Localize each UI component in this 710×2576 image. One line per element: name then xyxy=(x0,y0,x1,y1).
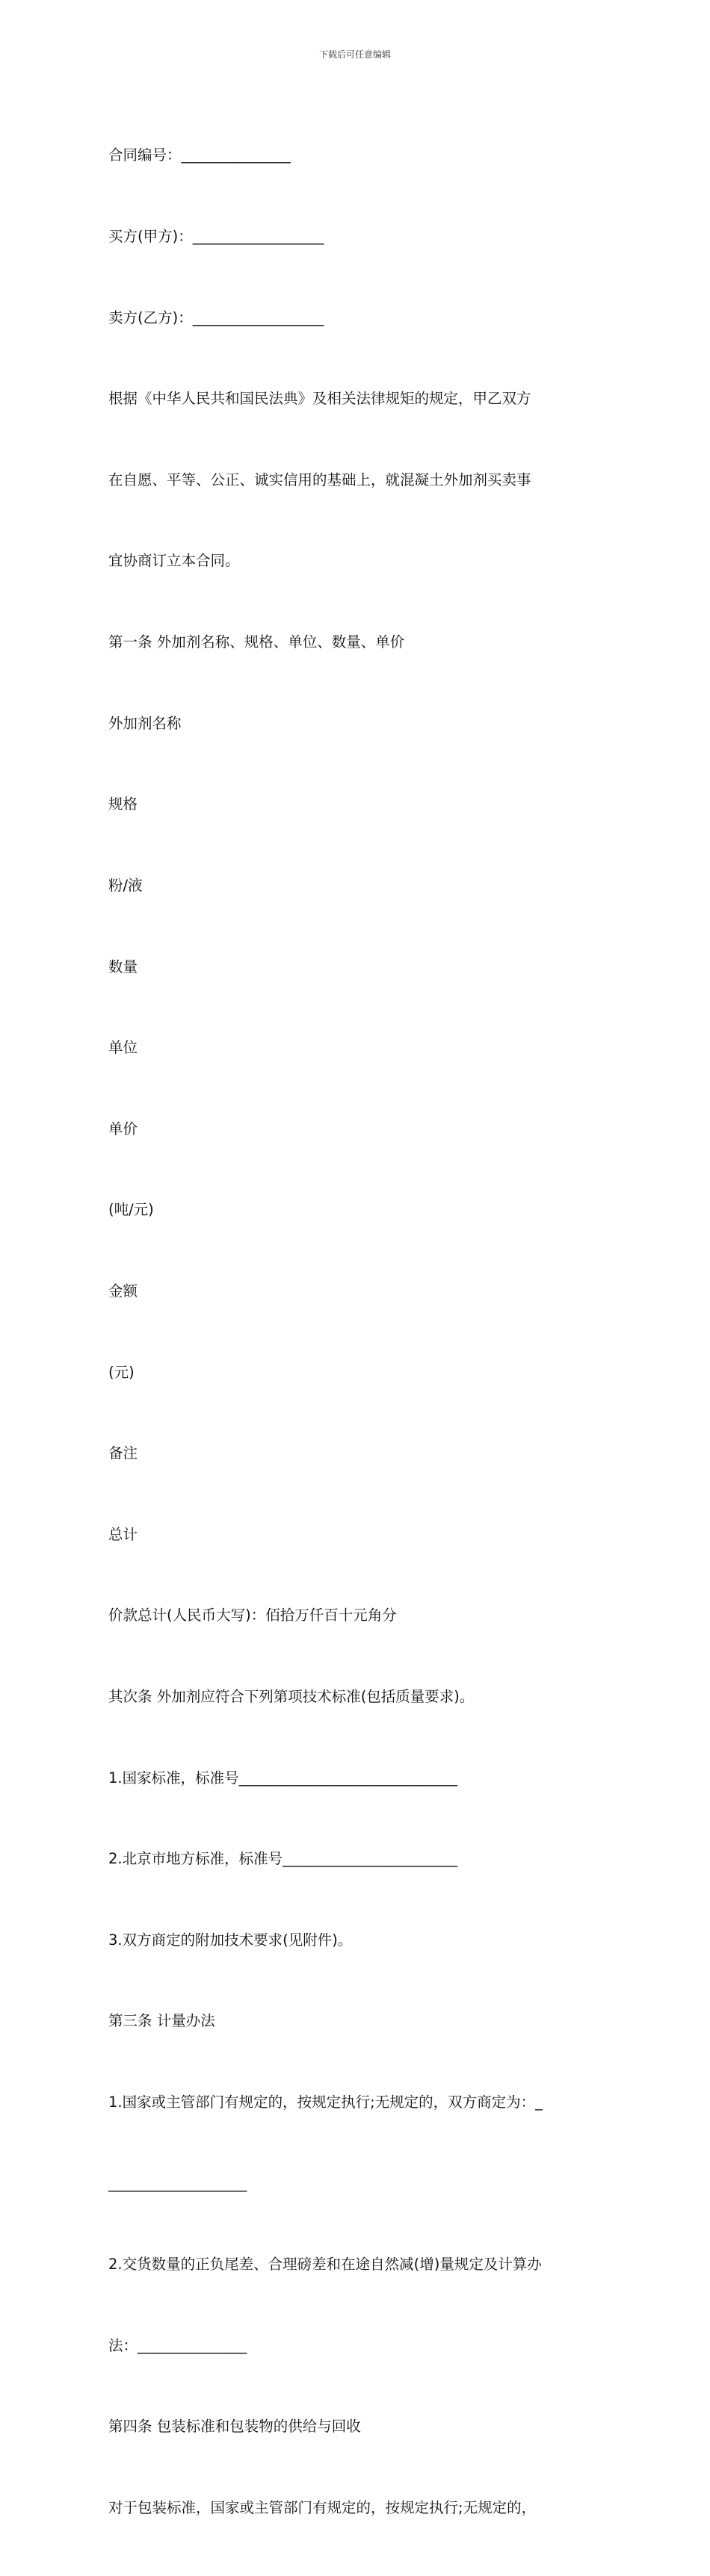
page-header: 下载后可任意编辑 xyxy=(318,49,391,60)
field-quantity: 数量 xyxy=(108,958,138,975)
preamble-line-2: 在自愿、平等、公正、诚实信用的基础上，就混凝土外加剂买卖事 xyxy=(108,471,531,488)
article-2-heading: 其次条 外加剂应符合下列第项技术标准(包括质量要求)。 xyxy=(108,1687,475,1705)
buyer-line: 买方(甲方)：__________________ xyxy=(108,228,324,246)
contract-number-line: 合同编号：_______________ xyxy=(108,146,291,164)
field-unit-price-unit: (吨/元) xyxy=(108,1201,154,1219)
field-form: 粉/液 xyxy=(108,876,143,894)
field-remarks: 备注 xyxy=(108,1444,138,1462)
article-1-heading: 第一条 外加剂名称、规格、单位、数量、单价 xyxy=(108,633,405,651)
article-4-heading: 第四条 包装标准和包装物的供给与回收 xyxy=(108,2418,361,2436)
measurement-line-2-cont: 法：_______________ xyxy=(108,2336,247,2354)
field-unit-price: 单价 xyxy=(108,1120,138,1138)
preamble-line-1: 根据《中华人民共和国民法典》及相关法律规矩的规定，甲乙双方 xyxy=(108,390,531,408)
standard-local-line: 2.北京市地方标准，标准号________________________ xyxy=(108,1850,458,1868)
contract-body xyxy=(108,88,605,2576)
measurement-line-2: 2.交货数量的正负尾差、合理磅差和在途自然减(增)量规定及计算办 xyxy=(108,2256,542,2274)
preamble-line-3: 宜协商订立本合同。 xyxy=(108,552,240,570)
field-amount: 金额 xyxy=(108,1282,138,1300)
standard-additional-line: 3.双方商定的附加技术要求(见附件)。 xyxy=(108,1931,353,1949)
field-total: 总计 xyxy=(108,1525,138,1543)
total-price-line: 价款总计(人民币大写)：佰拾万仟百十元角分 xyxy=(108,1607,397,1624)
packaging-line-1: 对于包装标准，国家或主管部门有规定的，按规定执行;无规定的， xyxy=(108,2499,537,2517)
article-3-heading: 第三条 计量办法 xyxy=(108,2012,215,2030)
field-spec: 规格 xyxy=(108,795,138,813)
field-amount-unit: (元) xyxy=(108,1363,135,1381)
field-name: 外加剂名称 xyxy=(108,714,182,732)
field-unit: 单位 xyxy=(108,1039,138,1057)
measurement-line-1-cont: ___________________ xyxy=(108,2174,247,2192)
seller-line: 卖方(乙方)：__________________ xyxy=(108,308,324,326)
measurement-line-1: 1.国家或主管部门有规定的，按规定执行;无规定的，双方商定为：_ xyxy=(108,2094,543,2111)
standard-national-line: 1.国家标准，标准号______________________________ xyxy=(108,1769,458,1787)
